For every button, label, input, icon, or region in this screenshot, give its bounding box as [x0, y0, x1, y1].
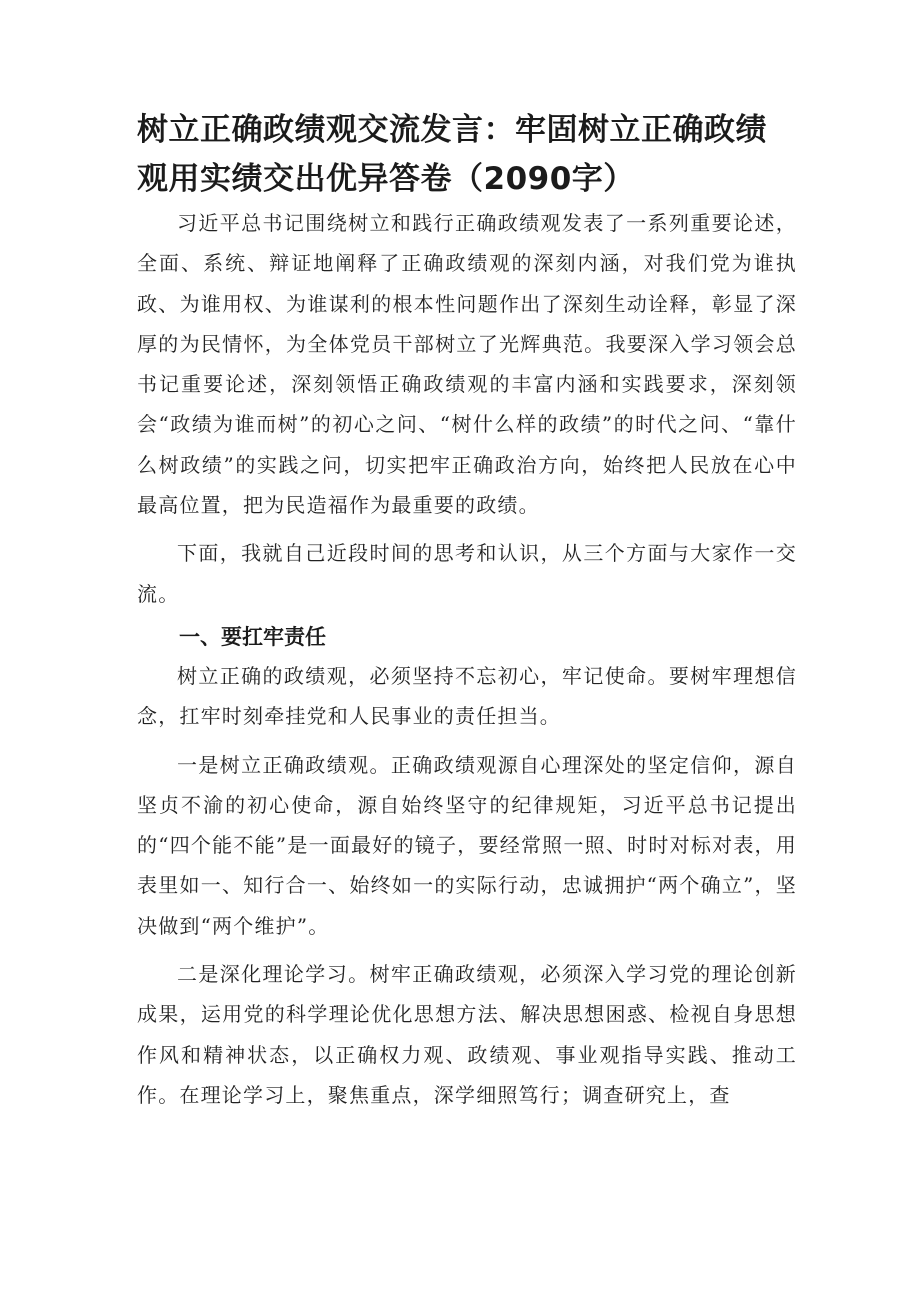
- document-body: [137, 203, 797, 1115]
- paragraph-intro: 习近平总书记围绕树立和践行正确政绩观发表了一系列重要论述，全面、系统、辩证地阐释了正确政绩观的深刻内涵，对我们党为谁执政、为谁用权、为谁谋利的根本性问题作出了深刻生动诠释，彰显了深厚的为民情怀，为全体党员干部树立了光辉典范。我要深入学习领会总书记重要论述，深刻领悟正确政绩观的丰富内涵和实践要求，深刻领会“政绩为谁而树”的初心之问、“树什么样的政绩”的时代之问、“靠什么树政绩”的实践之问，切实把牢正确政治方向，始终把人民放在心中最高位置，把为民造福作为最重要的政绩。: [137, 211, 797, 518]
- paragraph-point-2: 二是深化理论学习。树牢正确政绩观，必须深入学习党的理论创新成果，运用党的科学理论优化思想方法、解决思想困惑、检视自身思想作风和精神状态，以正确权力观、政绩观、事业观指导实践、推动工作。在理论学习上，聚焦重点，深学细照笃行；调查研究上，查: [137, 962, 797, 1107]
- section-heading-1: 一、要扛牢责任: [179, 624, 326, 649]
- paragraph-section-1-intro: 树立正确的政绩观，必须坚持不忘初心，牢记使命。要树牢理想信念，扛牢时刻牵挂党和人民事业的责任担当。: [137, 663, 797, 729]
- paragraph-transition: 下面，我就自己近段时间的思考和认识，从三个方面与大家作一交流。: [137, 541, 797, 606]
- document-title: 树立正确政绩观交流发言：牢固树立正确政绩观用实绩交出优异答卷（2090字）: [137, 112, 767, 197]
- paragraph-point-1: 一是树立正确政绩观。正确政绩观源自心理深处的坚定信仰，源自坚贞不渝的初心使命，源自始终坚守的纪律规矩，习近平总书记提出的“四个能不能”是一面最好的镜子，要经常照一照、时时对标对表，用表里如一、知行合一、始终如一的实际行动，忠诚拥护“两个确立”，坚决做到“两个维护”。: [137, 752, 797, 938]
